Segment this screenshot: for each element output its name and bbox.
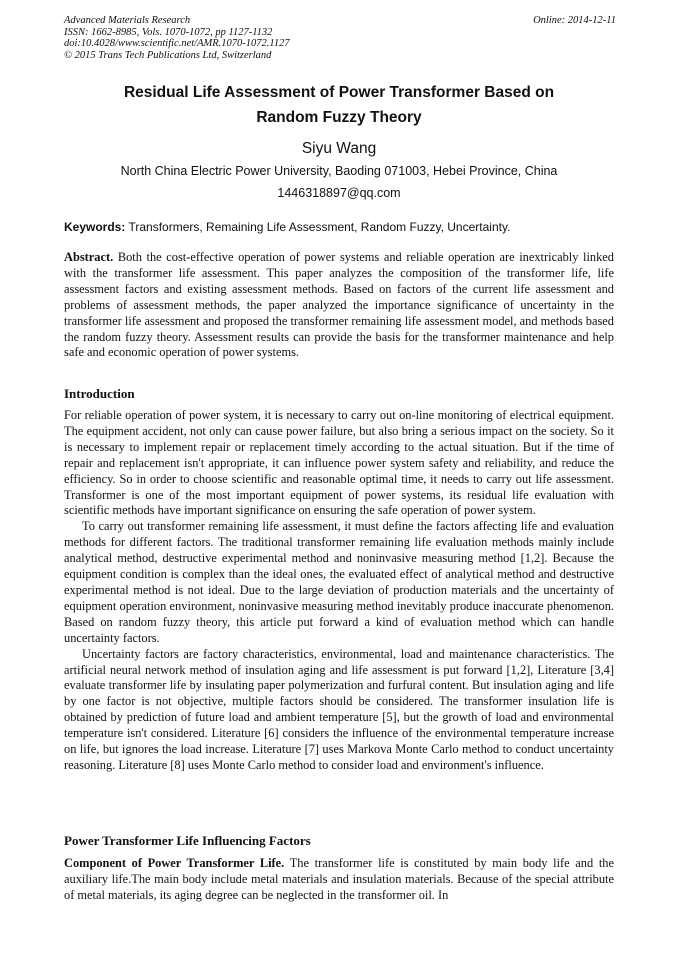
intro-paragraph: To carry out transformer remaining life assessment, it must define the factors affecting life and evaluation methods for different factors. The traditional transformer remaining life evaluation methods mainly include analytical method, destructive experimental method and noninvasive measuring method [1,2]. Because the equipment condition is complex than the ideal ones, the evaluated effect of analytical method and destructive experimental method is not ideal. Due to the large deviation of production materials and the uncertainty of equipment operation environment, noninvasive measuring method inevitably produce inaccurate phenomenon. Based on random fuzzy theory, this article put forward a kind of evaluation method which can handle uncertainty factors.	[64, 519, 614, 645]
section-heading-life-factors: Power Transformer Life Influencing Factors	[64, 833, 311, 848]
keywords-text: Transformers, Remaining Life Assessment, Random Fuzzy, Uncertainty.	[128, 220, 511, 234]
title-line-2: Random Fuzzy Theory	[256, 109, 422, 126]
journal-metadata	[64, 15, 616, 61]
journal-name: Advanced Materials Research	[64, 15, 191, 26]
author-email: 1446318897@qq.com	[277, 186, 401, 200]
keywords-label: Keywords:	[64, 220, 126, 234]
component-text: The transformer life is constituted by main body life and the auxiliary life.The main body include metal materials and insulation materials. Because of the special attribute of metal materials, its aging degree can be neglected in the transformer oil. In	[64, 856, 614, 902]
abstract-label: Abstract.	[64, 250, 114, 264]
title-line-1: Residual Life Assessment of Power Transformer Based on	[123, 84, 555, 101]
intro-paragraph: For reliable operation of power system, it is necessary to carry out on-line monitoring of electrical equipment. The equipment accident, not only can cause power failure, but also bring a serious impact on the society. So it is necessary to implement repair or replacement timely according to the actual situation. But if the time of repair and replacement isn't appropriate, it can influence power system safety and reliability, and reduce the efficiency. So in order to choose scientific and reasonable optimal time, it needs to carry out life assessment. Transformer is one of the most important equipment of power systems, its residual life evaluation with scientific methods have important significance on ensuring the safe operation of power system.	[64, 408, 614, 518]
intro-paragraph: Uncertainty factors are factory characteristics, environmental, load and maintenance characteristics. The artificial neural network method of insulation aging and life assessment is put forward [1,2], Literature [3,4] evaluate transformer life by insulating paper polymerization and furfural content. But insulation aging and life by one factor is not objective, multiple factors should be considered. The transformer insulation life is obtained by prediction of future load and ambient temperature [5], but the growth of load and environmental temperature isn't considered. Literature [6] considers the influence of the environmental temperature increase on life, but ignores the load increase. Literature [7] uses Markova Monte Carlo method to conduct uncertainty reasoning. Literature [8] uses Monte Carlo method to consider load and environment's influence.	[64, 646, 614, 772]
doi-line: doi:10.4028/www.scientific.net/AMR.1070-1072.1127	[64, 38, 290, 49]
copyright-line: © 2015 Trans Tech Publications Ltd, Switzerland	[64, 49, 272, 61]
introduction-body	[64, 408, 614, 774]
section-heading-introduction: Introduction	[64, 386, 135, 401]
author-affiliation: North China Electric Power University, Baoding 071003, Hebei Province, China	[120, 164, 558, 178]
issn-line: ISSN: 1662-8985, Vols. 1070-1072, pp 1127-1132	[64, 26, 273, 38]
abstract	[64, 250, 614, 361]
author-name: Siyu Wang	[301, 140, 377, 157]
component-label: Component of Power Transformer Life.	[64, 856, 285, 870]
keywords	[64, 220, 616, 234]
component-paragraph	[64, 856, 614, 904]
online-date: Online: 2014-12-11	[533, 15, 616, 26]
abstract-text: Both the cost-effective operation of power systems and reliable operation are inextricably linked with the transformer life assessment. This paper analyzes the composition of the transformer life, life assessment factors and existing assessment methods. Based on factors of the current life assessment and problems of assessment methods, the paper analyzed the importance significance of uncertainty in the transformer life assessment and proposed the transformer remaining life assessment model, and methods based the random fuzzy theory. Assessment results can provide the basis for the transformer maintenance and help safe and economic operation of power systems.	[64, 250, 614, 360]
paper-title	[64, 80, 614, 130]
